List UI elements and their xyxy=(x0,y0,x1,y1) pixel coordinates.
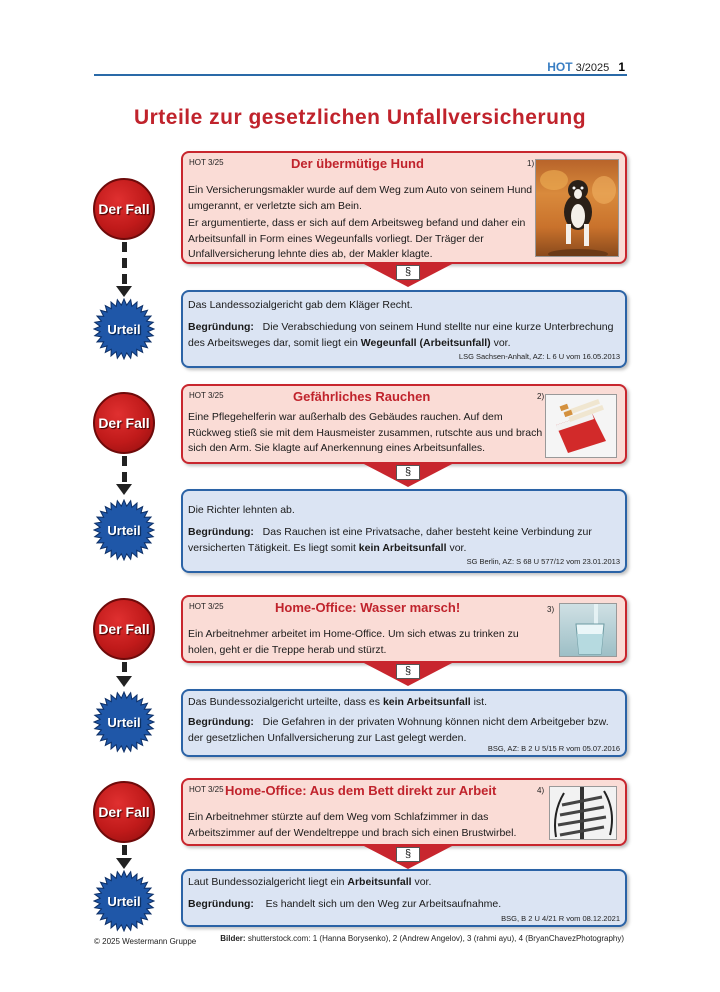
cigarettes-photo xyxy=(545,394,617,458)
begruendung-bold: Wegeunfall (Arbeitsunfall) xyxy=(360,336,491,349)
dashed-connector xyxy=(122,274,127,284)
urteil-badge-label: Urteil xyxy=(107,893,141,909)
cigarettes-icon xyxy=(546,395,617,458)
urteil-badge-label: Urteil xyxy=(107,522,141,538)
begruendung xyxy=(188,525,624,556)
fall-box-1 xyxy=(181,151,627,264)
paragraph-icon-box xyxy=(362,662,454,686)
dashed-connector xyxy=(122,845,127,855)
case-reference: BSG, B 2 U 4/21 R vom 08.12.2021 xyxy=(501,914,620,923)
copyright: © 2025 Westermann Gruppe xyxy=(94,937,197,946)
dashed-connector xyxy=(122,242,127,252)
hot-tag: HOT 3/25 xyxy=(189,602,224,611)
case-reference: SG Berlin, AZ: S 68 U 577/12 vom 23.01.2013 xyxy=(466,557,620,566)
image-number: 3) xyxy=(547,605,555,614)
fall-text-2: Er argumentierte, dass er sich auf dem Arbeitsweg befand und daher ein Arbeitsunfall in Form eines Wegeunfalls vorliegt. Der Träger der Unfallversicherung lehnte dies ab, der Makler klagte. xyxy=(188,217,526,260)
urteil-badge xyxy=(93,298,155,360)
urteil-text-bold: kein Arbeitsunfall xyxy=(382,696,471,708)
paragraph-icon-box xyxy=(362,263,454,287)
fall-text-1: Ein Versicherungsmakler wurde auf dem Weg zum Auto von seinem Hund umgerannt, er verletzte sich am Bein. xyxy=(188,184,533,212)
begruendung-text: Es handelt sich um den Weg zur Arbeitsaufnahme. xyxy=(265,898,502,910)
paragraph-icon: § xyxy=(396,265,420,280)
dog-photo xyxy=(535,159,619,257)
fall-badge-label: Der Fall xyxy=(98,804,150,820)
page-header xyxy=(94,62,627,76)
page-number: 1 xyxy=(618,60,625,74)
case-title: Der übermütige Hund xyxy=(291,156,424,171)
urteil-text-end: vor. xyxy=(414,876,432,888)
urteil-text xyxy=(188,875,618,891)
issue-info xyxy=(547,60,625,74)
paragraph-icon-box xyxy=(362,845,454,869)
urteil-box-3 xyxy=(181,689,627,757)
urteil-box-2 xyxy=(181,489,627,573)
urteil-box-1 xyxy=(181,290,627,368)
paragraph-icon: § xyxy=(396,664,420,679)
urteil-text-start: Das Bundessozialgericht urteilte, dass es xyxy=(188,696,381,708)
arrow-down-icon xyxy=(116,676,132,687)
fall-badge xyxy=(93,598,155,660)
hot-tag: HOT 3/25 xyxy=(189,785,224,794)
fall-box-4 xyxy=(181,778,627,846)
urteil-text: Das Landessozialgericht gab dem Kläger Recht. xyxy=(188,299,413,311)
fall-badge-label: Der Fall xyxy=(98,201,150,217)
case-title: Home-Office: Aus dem Bett direkt zur Arbeit xyxy=(225,783,497,798)
urteil-box-4 xyxy=(181,869,627,927)
credits-label: Bilder: xyxy=(220,934,246,943)
fall-badge-label: Der Fall xyxy=(98,415,150,431)
fall-badge xyxy=(93,392,155,454)
urteil-badge xyxy=(93,499,155,561)
begruendung-end: vor. xyxy=(493,336,511,349)
fall-box-3 xyxy=(181,595,627,663)
begruendung xyxy=(188,897,624,913)
urteil-badge-label: Urteil xyxy=(107,321,141,337)
urteil-text-end: ist. xyxy=(473,696,487,708)
image-number: 1) xyxy=(527,159,535,168)
fall-badge-label: Der Fall xyxy=(98,621,150,637)
fall-box-2 xyxy=(181,384,627,464)
urteil-text-start: Laut Bundessozialgericht liegt ein xyxy=(188,876,345,888)
page-title: Urteile zur gesetzlichen Unfallversicherung xyxy=(133,106,587,129)
case-reference: LSG Sachsen-Anhalt, AZ: L 6 U vom 16.05.2013 xyxy=(458,352,620,361)
begruendung-label: Begründung: xyxy=(188,898,254,910)
hot-logo: HOT xyxy=(547,60,573,74)
dog-icon xyxy=(536,160,619,257)
case-reference: BSG, AZ: B 2 U 5/15 R vom 05.07.2016 xyxy=(487,744,620,753)
case-title: Home-Office: Wasser marsch! xyxy=(275,600,461,615)
urteil-text: Die Richter lehnten ab. xyxy=(188,504,295,516)
water-glass-icon xyxy=(560,604,617,657)
image-number: 2) xyxy=(537,392,545,401)
begruendung xyxy=(188,715,624,746)
urteil-badge-label: Urteil xyxy=(107,714,141,730)
begruendung-end: vor. xyxy=(449,541,467,554)
spiral-stairs-photo xyxy=(549,786,617,840)
urteil-badge xyxy=(93,870,155,932)
dashed-connector xyxy=(122,258,127,268)
begruendung-bold: kein Arbeitsunfall xyxy=(358,541,447,554)
begruendung-label: Begründung: xyxy=(188,716,254,728)
urteil-text-bold: Arbeitsunfall xyxy=(347,876,412,888)
hot-tag: HOT 3/25 xyxy=(189,391,224,400)
dashed-connector xyxy=(122,456,127,466)
begruendung-label: Begründung: xyxy=(188,526,254,538)
begruendung-text: Die Verabschiedung von seinem Hund stellte nur eine kurze Unterbrechung des Arbeitsweges dar, somit liegt ein xyxy=(188,321,614,349)
fall-text-1: Eine Pflegehelferin war außerhalb des Gebäudes rauchen. Auf dem Rückweg stieß sie mit dem Hausmeister zusammen, rutschte aus und brach sich den Arm. Sie klagte auf Anerkennung eines Arbeitsunfalles. xyxy=(188,411,543,454)
dashed-connector xyxy=(122,662,127,672)
case-title: Gefährliches Rauchen xyxy=(293,389,431,404)
begruendung-label: Begründung: xyxy=(188,321,254,333)
begruendung-text: Das Rauchen ist eine Privatsache, daher besteht keine Verbindung zur versicherten Tätigkeit. Es liegt somit xyxy=(188,526,592,554)
credits-text: shutterstock.com: 1 (Hanna Borysenko), 2 (Andrew Angelov), 3 (rahmi ayu), 4 (BryanChavezPhotography) xyxy=(247,934,624,943)
paragraph-icon-box xyxy=(362,463,454,487)
hot-tag: HOT 3/25 xyxy=(189,158,224,167)
fall-badge xyxy=(93,178,155,240)
water-glass-photo xyxy=(559,603,617,657)
fall-text-1: Ein Arbeitnehmer arbeitet im Home-Office. Um sich etwas zu trinken zu holen, geht er die Treppe herab und stürzt. xyxy=(188,628,519,656)
image-credits xyxy=(220,934,624,943)
paragraph-icon: § xyxy=(396,465,420,480)
spiral-stairs-icon xyxy=(550,787,617,840)
fall-badge xyxy=(93,781,155,843)
urteil-badge xyxy=(93,691,155,753)
arrow-down-icon xyxy=(116,858,132,869)
image-number: 4) xyxy=(537,786,545,795)
issue-number: 3/2025 xyxy=(575,62,610,74)
dashed-connector xyxy=(122,472,127,482)
begruendung-text: Die Gefahren in der privaten Wohnung können nicht dem Arbeitgeber bzw. der gesetzlichen Unfallversicherung zur Last gelegt werden. xyxy=(188,716,609,744)
begruendung xyxy=(188,320,624,351)
arrow-down-icon xyxy=(116,286,132,297)
paragraph-icon: § xyxy=(396,847,420,862)
urteil-text xyxy=(188,695,618,711)
fall-text-1: Ein Arbeitnehmer stürzte auf dem Weg vom Schlafzimmer in das Arbeitszimmer auf der Wendeltreppe und brach sich einen Brustwirbel. xyxy=(188,811,517,839)
arrow-down-icon xyxy=(116,484,132,495)
